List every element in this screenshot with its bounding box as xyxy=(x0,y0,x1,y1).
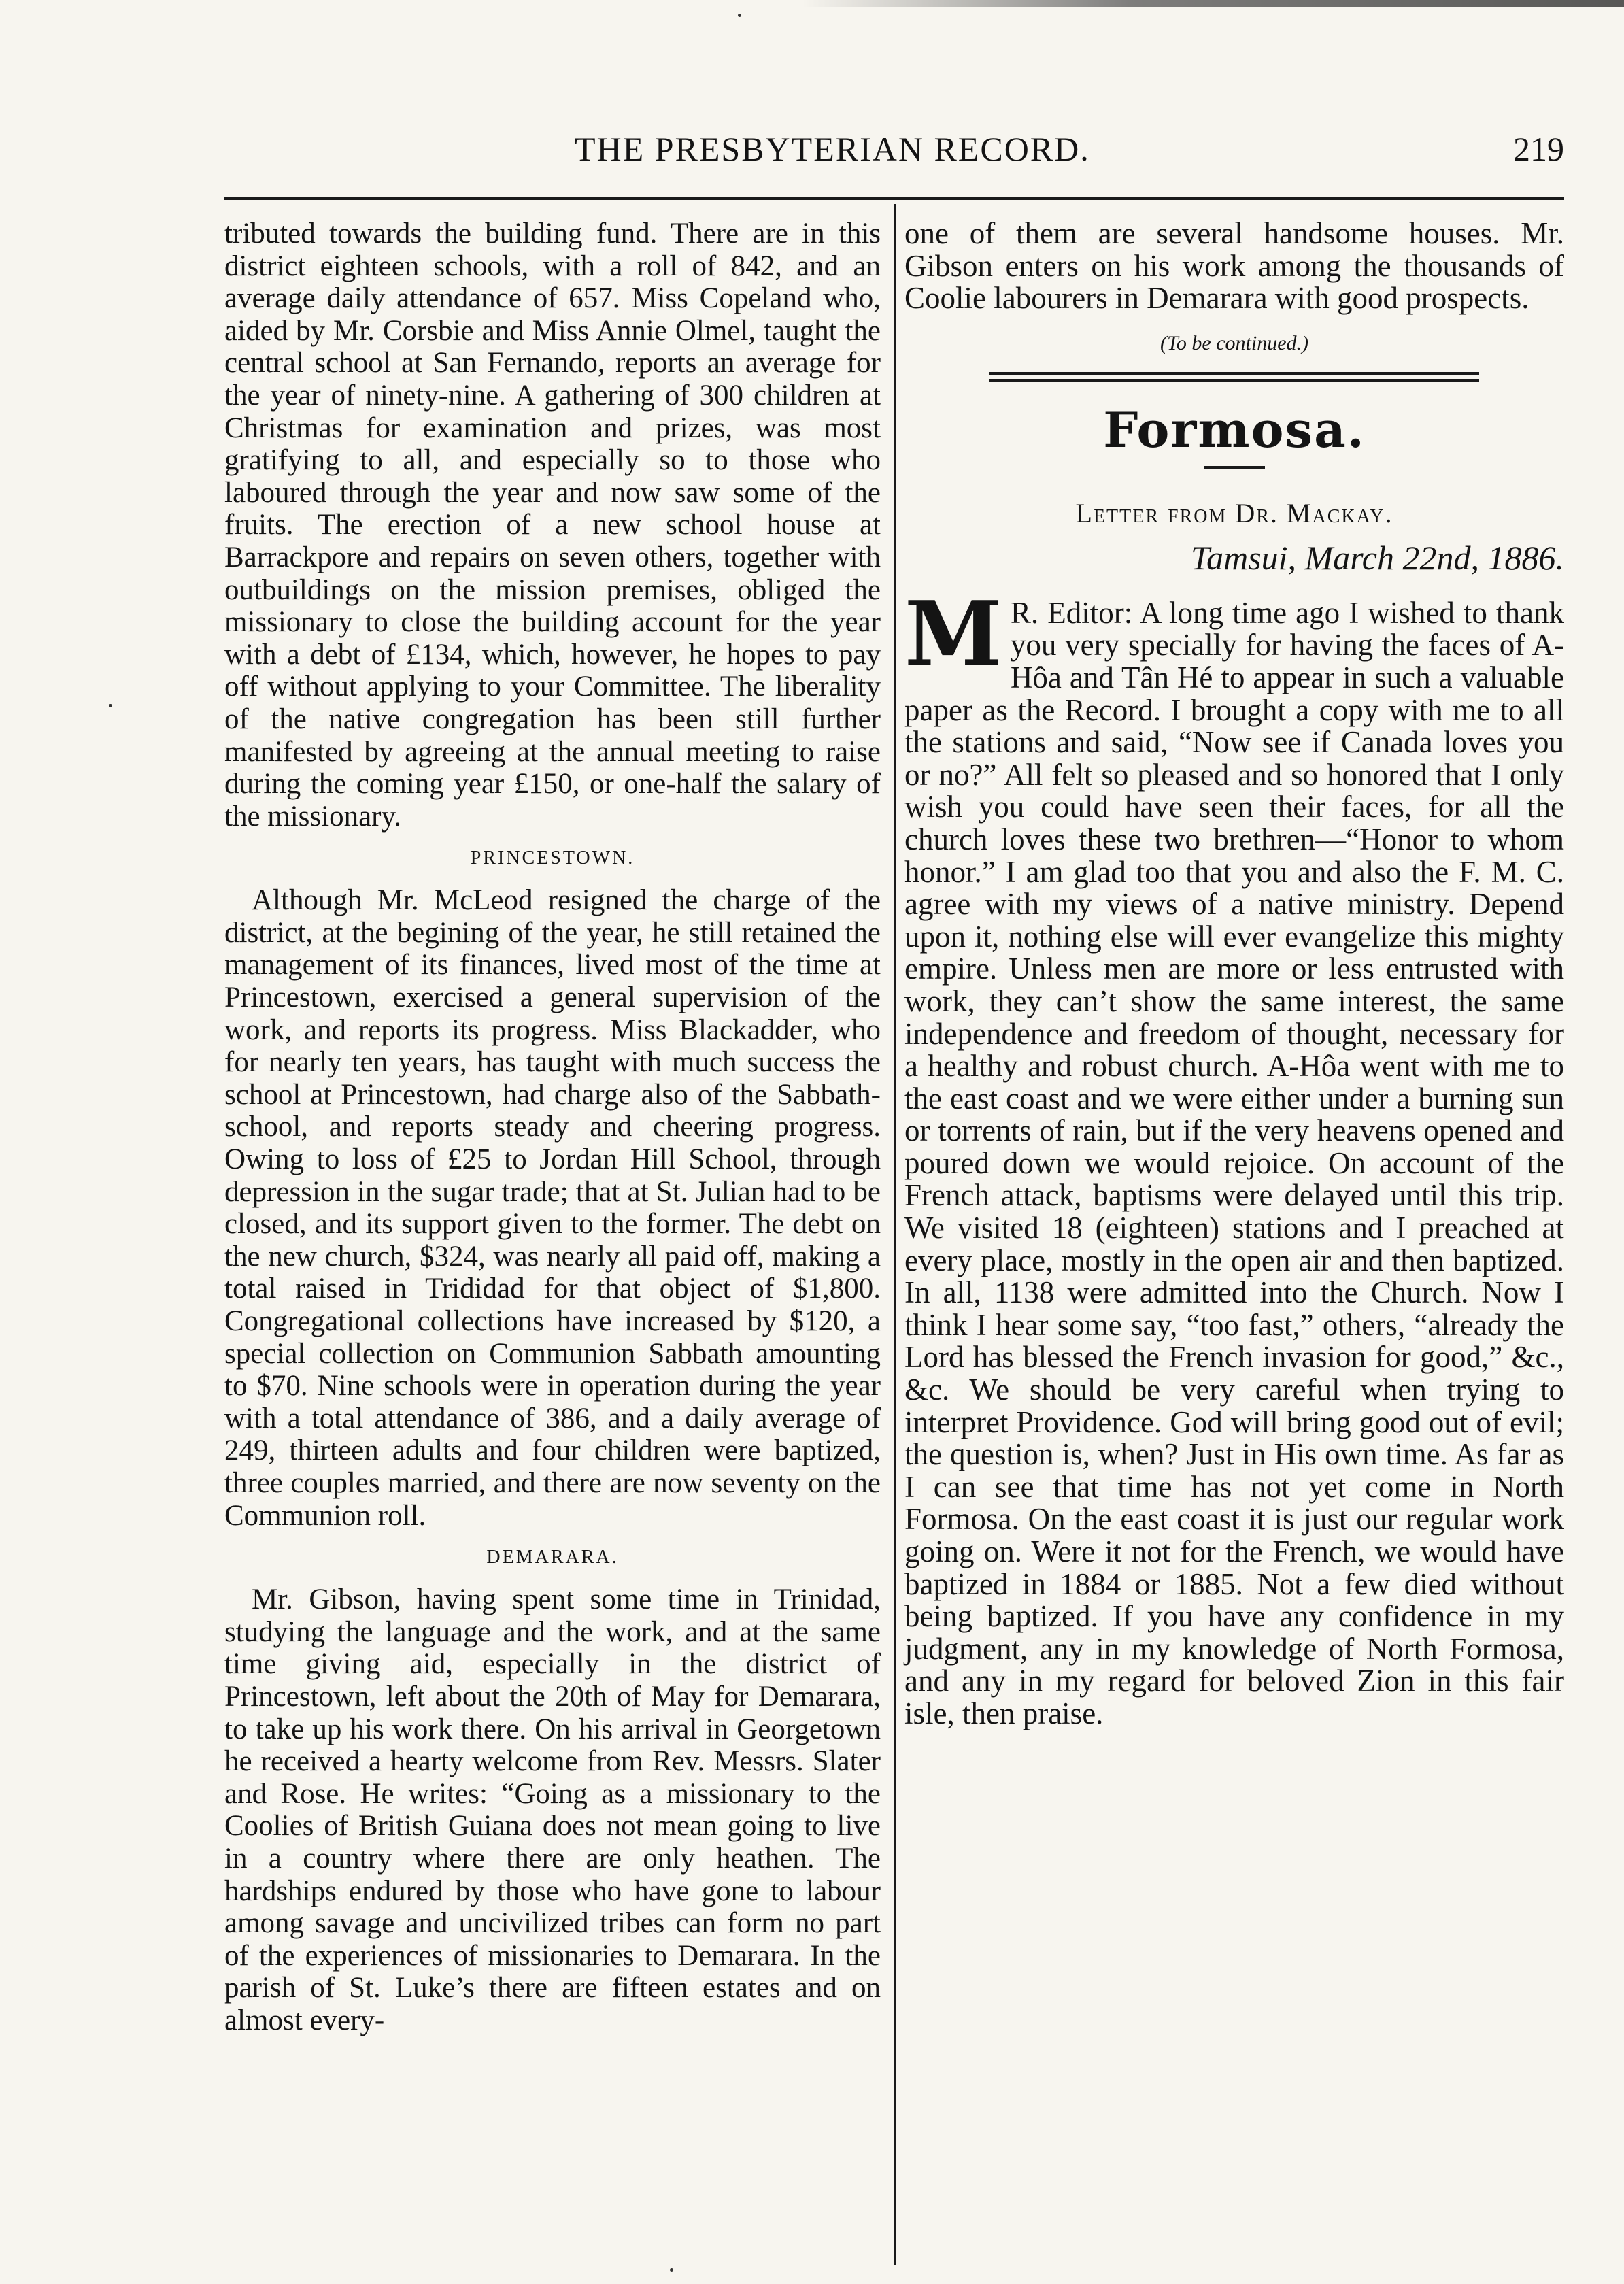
right-column xyxy=(904,218,1564,1730)
paragraph-demarara-continued: one of them are several handsome houses. Mr. Gibson enters on his work among the thousands of Coolie labourers in Demarara with good prospects. xyxy=(904,216,1564,316)
section-title-formosa: Formosa. xyxy=(1103,400,1366,458)
continued-note: (To be continued.) xyxy=(1160,331,1309,354)
scan-edge-shadow xyxy=(802,0,1624,7)
header-rule xyxy=(224,197,1564,200)
scan-speck xyxy=(670,2268,673,2272)
column-divider xyxy=(894,204,896,2265)
running-header xyxy=(224,129,1564,184)
paragraph-demarara: Mr. Gibson, having spent some time in Trinidad, studying the language and the work, and at the same time giving aid, especially in the district of Princestown, left about the 20th of May for Demarara, to take up his work there. On his arrival in Georgetown he received a hearty welcome from Rev. Messrs. Slater and Rose. He writes: “Going as a missionary to the Coolies of British Guiana does not mean going to live in a country where there are only heathen. The hardships endured by those who have gone to labour among savage and uncivilized tribes can form no part of the experiences of missionaries to Demarara. In the parish of St. Luke’s there are fifteen estates and on almost every- xyxy=(224,1583,881,2036)
running-title: THE PRESBYTERIAN RECORD. xyxy=(575,130,1090,168)
scan-speck xyxy=(738,14,741,17)
section-heading-princestown: PRINCESTOWN. xyxy=(470,847,635,869)
paragraph-trinidad-schools: tributed towards the building fund. There are in this district eighteen schools, with a roll of 842, and an average daily attendance of 657. Miss Copeland who, aided by Mr. Corsbie and Miss Annie Olmel, taught the central school at San Fernando, reports an average for the year of ninety-nine. A gathering of 300 children at Christmas for examination and prizes, was most gratifying to all, and especially so to those who laboured through the year and now saw some of the fruits. The erection of a new school house at Barrackpore and repairs on seven others, together with outbuildings on the mission premises, obliged the missionary to close the building account for the year with a debt of £134, which, however, he hopes to pay off without applying to your Committee. The liberality of the native congregation has been still further manifested by agreeing at the annual meeting to raise during the coming year £150, or one-half the salary of the missionary. xyxy=(224,218,881,833)
page-number: 219 xyxy=(1513,130,1564,168)
letter-body-text: R. Editor: A long time ago I wished to thank you very specially for having the faces of A-Hôa and Tân Hé to appear in such a valuable paper as the Record. I brought a copy with me to all the stations and said, “Now see if Canada loves you or no?” All felt so pleased and so honored that I only wish you could have seen their faces, for all the church loves these two brethren—“Honor to whom honor.” I am glad too that you and also the F. M. C. agree with my views of a native ministry. Depend upon it, nothing else will ever evangelize this mighty empire. Unless men are more or less entrusted with work, they can’t show the same interest, the same independence and freedom of thought, necessary for a healthy and robust church. A-Hôa went with me to the east coast and we were either under a burning sun or torrents of rain, but if the very heavens opened and poured down we would rejoice. On account of the French attack, baptisms were delayed until this trip. We visited 18 (eighteen) stations and I preached at every place, mostly in the open air and then baptized. In all, 1138 were admitted into the Church. Now I think I hear some say, “too fast,” others, “already the Lord has blessed the French invasion for good,” &c., &c. We should be very careful when trying to interpret Providence. God will bring good out of evil; the question is, when? Just in His own time. As far as I can see that time has not yet come in North Formosa. On the east coast it is just our regular work going on. Were it not for the French, we would have baptized in 1884 or 1885. Not a few died without being baptized. If you have any confidence in my judgment, any in my knowledge of North Formosa, and any in my regard for beloved Zion in this fair isle, then praise. xyxy=(904,595,1564,1730)
paragraph-princestown: Although Mr. McLeod resigned the charge of the district, at the begining of the year, he still retained the management of its finances, lived most of the time at Princestown, exercised a general supervision of the work, and reports its progress. Miss Blackadder, who for nearly ten years, has taught with much success the school at Princestown, had charge also of the Sabbath-school, and reports steady and cheering progress. Owing to loss of £25 to Jordan Hill School, through depression in the sugar trade; that at St. Julian had to be closed, and its support given to the former. The debt on the new church, $324, was nearly all paid off, making a total raised in Trididad for that object of $1,800. Congregational collections have increased by $120, a special collection on Communion Sabbath amounting to $70. Nine schools were in operation during the year with a total attendance of 386, and a daily average of 249, thirteen adults and four children were baptized, three couples married, and there are now seventy on the Communion roll. xyxy=(224,884,881,1532)
left-column xyxy=(224,218,881,2036)
letter-title: Letter from Dr. Mackay. xyxy=(1075,497,1393,528)
title-underline xyxy=(1204,466,1265,469)
double-rule-divider xyxy=(989,372,1479,382)
section-heading-demarara: DEMARARA. xyxy=(486,1547,619,1568)
letter-body xyxy=(904,581,1564,1730)
drop-cap: M xyxy=(904,581,1002,686)
scan-speck xyxy=(109,704,112,707)
letter-dateline: Tamsui, March 22nd, 1886. xyxy=(1190,538,1564,577)
